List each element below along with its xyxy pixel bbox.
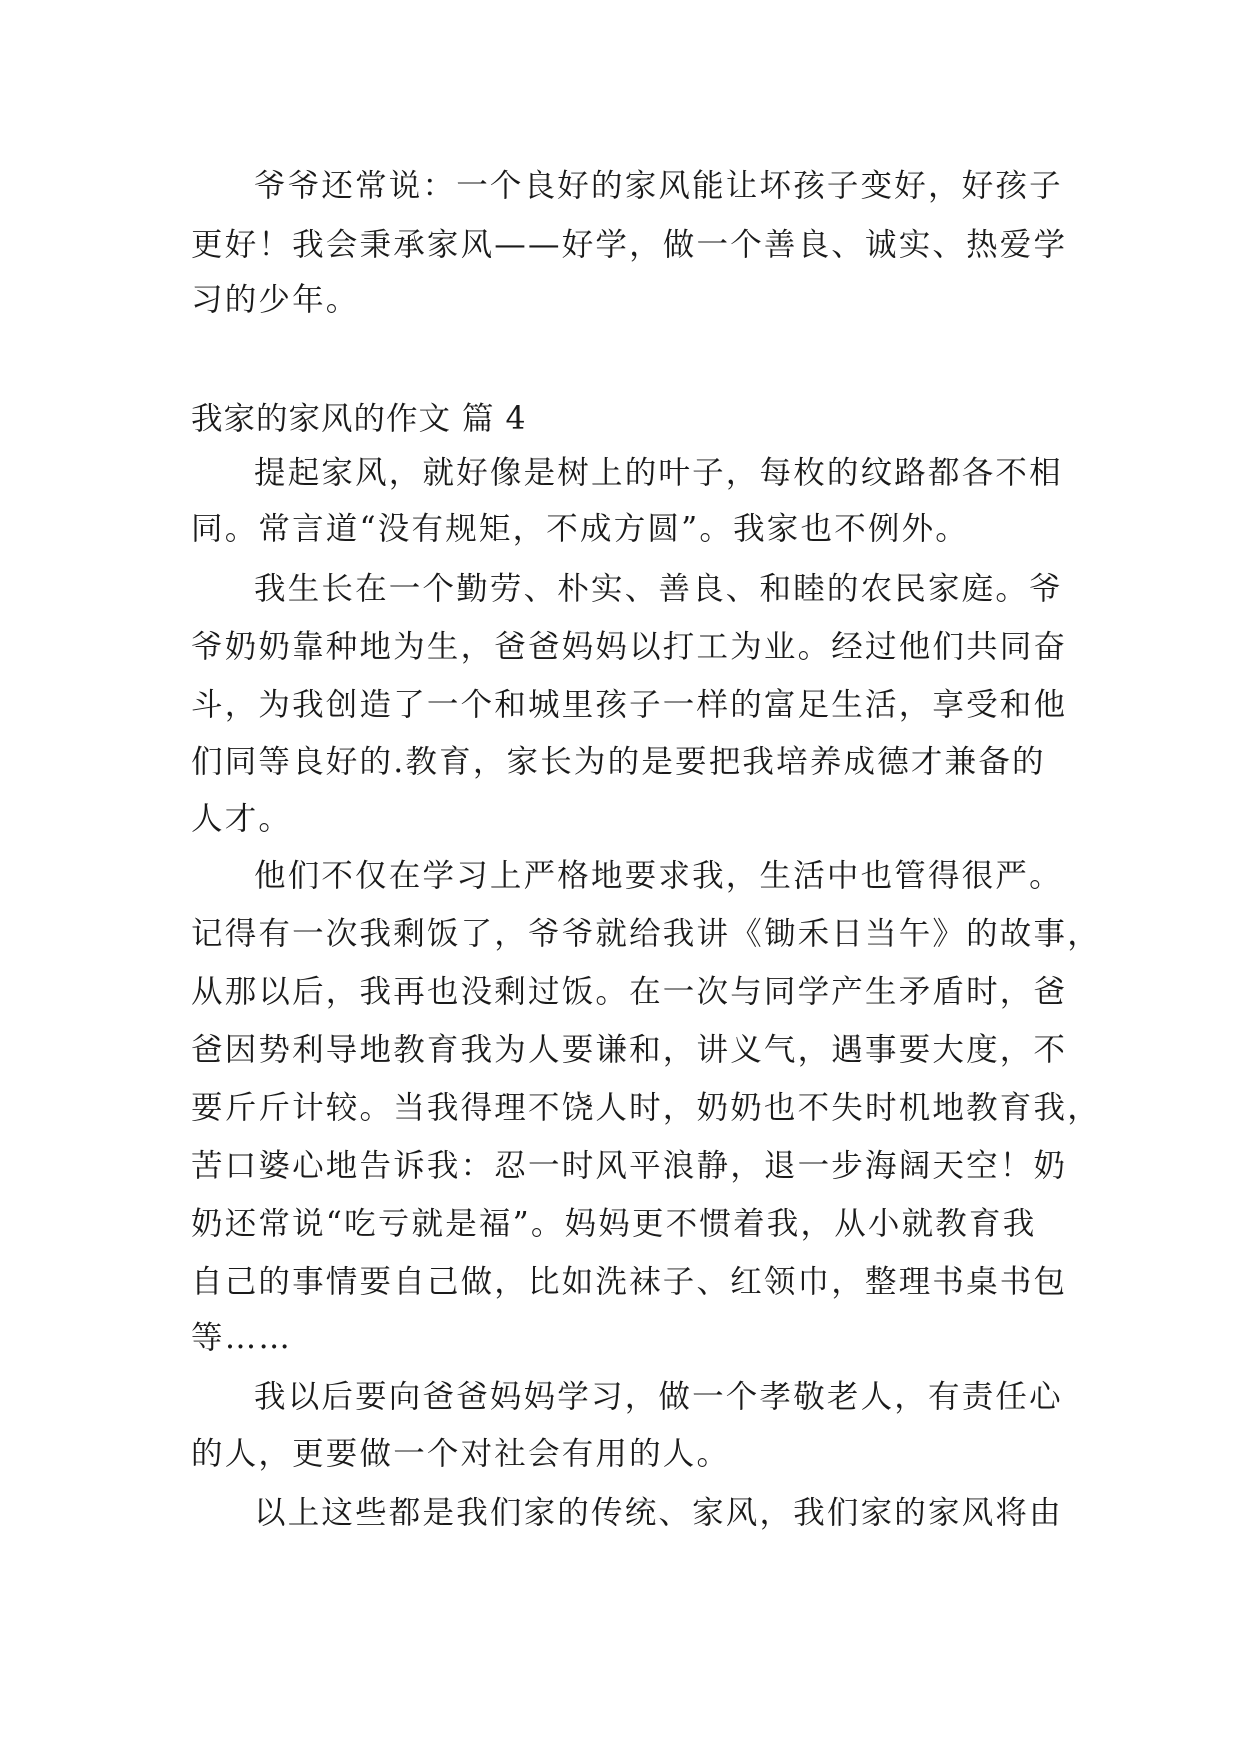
section-heading: 我家的家风的作文 篇 4 [191,401,527,437]
paragraph-line: 爷奶奶靠种地为生，爸爸妈妈以打工为业。经过他们共同奋 [191,629,1068,665]
paragraph-line: 从那以后，我再也没剩过饭。在一次与同学产生矛盾时，爸 [191,974,1068,1010]
paragraph-line: 我生长在一个勤劳、朴实、善良、和睦的农民家庭。爷 [254,571,1063,607]
paragraph-line: 等…… [191,1320,293,1356]
paragraph-line: 习的少年。 [191,282,360,318]
paragraph-line: 以上这些都是我们家的传统、家风，我们家的家风将由 [254,1495,1063,1531]
paragraph-line: 奶还常说“吃亏就是福”。妈妈更不惯着我，从小就教育我 [191,1206,1037,1242]
paragraph-line: 同。常言道“没有规矩，不成方圆”。我家也不例外。 [191,511,970,547]
paragraph-line: 记得有一次我剩饭了，爷爷就给我讲《锄禾日当午》的故事， [191,916,1101,952]
paragraph-line: 自己的事情要自己做，比如洗袜子、红领巾，整理书桌书包 [191,1264,1068,1300]
paragraph-line: 斗，为我创造了一个和城里孩子一样的富足生活，享受和他 [191,687,1068,723]
paragraph-line: 们同等良好的.教育，家长为的是要把我培养成德才兼备的 [191,744,1046,780]
paragraph-line: 要斤斤计较。当我得理不饶人时，奶奶也不失时机地教育我， [191,1090,1101,1126]
paragraph-line: 爸因势利导地教育我为人要谦和，讲义气，遇事要大度，不 [191,1032,1068,1068]
paragraph-line: 苦口婆心地告诉我：忍一时风平浪静，退一步海阔天空！奶 [191,1148,1068,1184]
paragraph-line: 爷爷还常说：一个良好的家风能让坏孩子变好，好孩子 [254,168,1063,204]
paragraph-line: 我以后要向爸爸妈妈学习，做一个孝敬老人，有责任心 [254,1379,1063,1415]
paragraph-line: 他们不仅在学习上严格地要求我，生活中也管得很严。 [254,858,1063,894]
paragraph-line: 更好！我会秉承家风——好学，做一个善良、诚实、热爱学 [191,227,1068,263]
paragraph-line: 提起家风，就好像是树上的叶子，每枚的纹路都各不相 [254,455,1063,491]
paragraph-line: 的人，更要做一个对社会有用的人。 [191,1436,731,1472]
paragraph-line: 人才。 [191,801,293,837]
